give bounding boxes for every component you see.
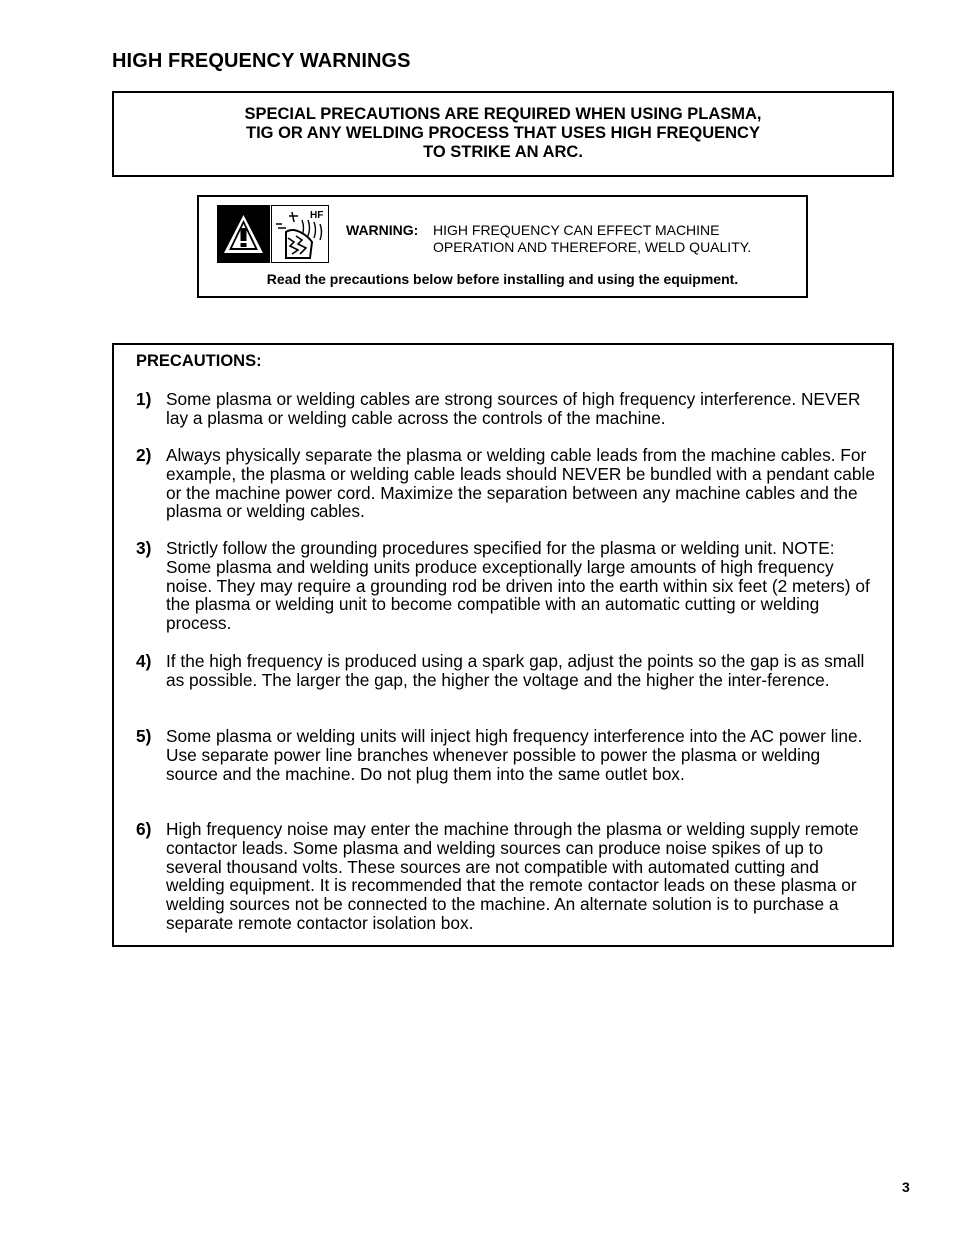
precaution-text: Always physically separate the plasma or welding cable leads from the machine cables. For example, the plasma or welding cable leads should NEVER be bundled with a pendant cable or the machine power cord. Maximize the separation between any machine cables and the plasma or welding cables. — [166, 445, 875, 522]
precautions-box — [112, 343, 894, 947]
precaution-text: If the high frequency is produced using a spark gap, adjust the points so the gap is as small as possible. The larger the gap, the higher the voltage and the higher the inter-ference. — [166, 651, 865, 690]
special-line: SPECIAL PRECAUTIONS ARE REQUIRED WHEN USING PLASMA, — [244, 105, 762, 123]
high-frequency-icon — [271, 205, 329, 263]
warning-line: HIGH FREQUENCY CAN EFFECT MACHINE — [433, 222, 720, 238]
page-number: 3 — [902, 1179, 910, 1195]
warning-label: WARNING: — [346, 222, 419, 238]
warning-line: OPERATION AND THEREFORE, WELD QUALITY. — [433, 238, 752, 255]
warning-message — [433, 222, 751, 255]
warning-note: Read the precautions below before installing and using the equipment. — [266, 271, 739, 287]
precaution-number: 5) — [136, 726, 152, 746]
precaution-number: 4) — [136, 651, 152, 671]
precaution-item-6 — [136, 820, 876, 933]
special-precautions-text — [114, 105, 892, 162]
precaution-item-3 — [136, 539, 876, 633]
precautions-title: PRECAUTIONS: — [136, 352, 262, 370]
precaution-number: 1) — [136, 389, 152, 409]
special-line: TO STRIKE AN ARC. — [423, 143, 583, 161]
precaution-item-1 — [136, 390, 876, 428]
hf-icon-text: HF — [310, 210, 324, 221]
precaution-number: 2) — [136, 445, 152, 465]
exclamation-triangle-icon — [217, 205, 270, 263]
page-title: HIGH FREQUENCY WARNINGS — [112, 50, 411, 72]
precaution-text: High frequency noise may enter the machine through the plasma or welding supply remote contactor leads. Some plasma and welding sources can produce noise spikes of up to several thousand volts. These sources are not compatible with automated cutting and welding equipment. It is recommended that the remote contactor leads on these plasma or welding sources not be connected to the machine. An alternate solution is to purchase a separate remote contactor isolation box. — [166, 819, 859, 933]
precaution-text: Some plasma or welding cables are strong sources of high frequency interference. NEVER lay a plasma or welding cable across the controls of the machine. — [166, 389, 861, 428]
special-line: TIG OR ANY WELDING PROCESS THAT USES HIGH FREQUENCY — [246, 124, 760, 142]
precaution-number: 6) — [136, 819, 152, 839]
precaution-text: Strictly follow the grounding procedures specified for the plasma or welding unit. NOTE: Some plasma and welding units produce exceptionally large amounts of high frequency noise. They may require a grounding rod be driven into the earth within six feet (2 meters) of the plasma or welding unit to become compatible with an automatic cutting or welding process. — [166, 538, 870, 634]
precaution-number: 3) — [136, 538, 152, 558]
precaution-item-5 — [136, 727, 876, 783]
precaution-item-4 — [136, 652, 876, 690]
precaution-item-2 — [136, 446, 876, 521]
warning-box — [197, 195, 808, 298]
precaution-text: Some plasma or welding units will inject high frequency interference into the AC power line. Use separate power line branches whenever possible to power the plasma or welding source and the machine. Do not plug them into the same outlet box. — [166, 726, 863, 784]
special-precautions-box — [112, 91, 894, 177]
